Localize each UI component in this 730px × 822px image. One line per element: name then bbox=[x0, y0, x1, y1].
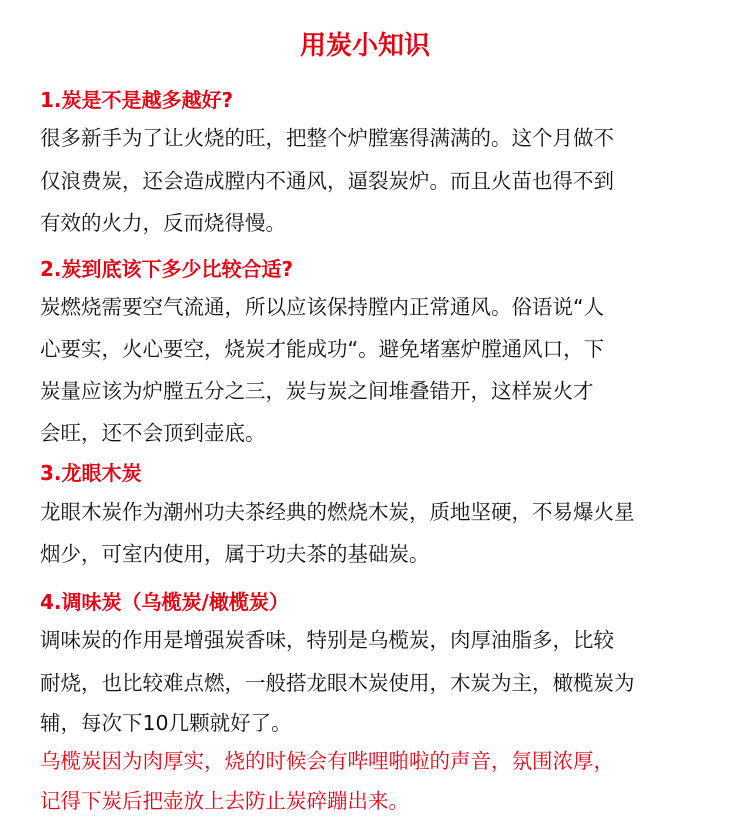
section-1-line-1: 很多新手为了让火烧的旺，把整个炉膛塞得满满的。这个月做不 bbox=[40, 126, 614, 150]
section-1-line-3: 有效的火力，反而烧得慢。 bbox=[40, 211, 286, 235]
section-4-highlight-line-1: 乌榄炭因为肉厚实，烧的时候会有哔哩啪啦的声音，氛围浓厚， bbox=[40, 749, 614, 773]
section-2-line-1: 炭燃烧需要空气流通，所以应该保持膛内正常通风。俗语说“人 bbox=[40, 295, 605, 319]
section-4-heading: 4.调味炭（乌榄炭/橄榄炭） bbox=[40, 590, 289, 614]
section-4-line-2: 耐烧，也比较难点燃，一般搭龙眼木炭使用，木炭为主，橄榄炭为 bbox=[40, 671, 635, 695]
section-2-heading: 2.炭到底该下多少比较合适? bbox=[40, 257, 294, 281]
section-2-line-3: 炭量应该为炉膛五分之三，炭与炭之间堆叠错开，这样炭火才 bbox=[40, 379, 594, 403]
section-1-heading: 1.炭是不是越多越好? bbox=[40, 88, 234, 112]
section-4-line-1: 调味炭的作用是增强炭香味，特别是乌榄炭，肉厚油脂多，比较 bbox=[40, 628, 614, 652]
section-2-line-2: 心要实，火心要空，烧炭才能成功“。避免堵塞炉膛通风口，下 bbox=[40, 337, 605, 361]
section-3-line-1: 龙眼木炭作为潮州功夫茶经典的燃烧木炭，质地坚硬，不易爆火星 bbox=[40, 500, 635, 524]
section-3-line-2: 烟少，可室内使用，属于功夫茶的基础炭。 bbox=[40, 542, 430, 566]
section-4-highlight-line-2: 记得下炭后把壶放上去防止炭碎蹦出来。 bbox=[40, 789, 409, 813]
section-1-line-2: 仅浪费炭，还会造成膛内不通风，逼裂炭炉。而且火苗也得不到 bbox=[40, 169, 614, 193]
page-title: 用炭小知识 bbox=[299, 31, 430, 61]
section-4-line-3: 辅，每次下10几颗就好了。 bbox=[40, 711, 292, 735]
section-3-heading: 3.龙眼木炭 bbox=[40, 461, 142, 485]
section-2-line-4: 会旺，还不会顶到壶底。 bbox=[40, 421, 266, 445]
